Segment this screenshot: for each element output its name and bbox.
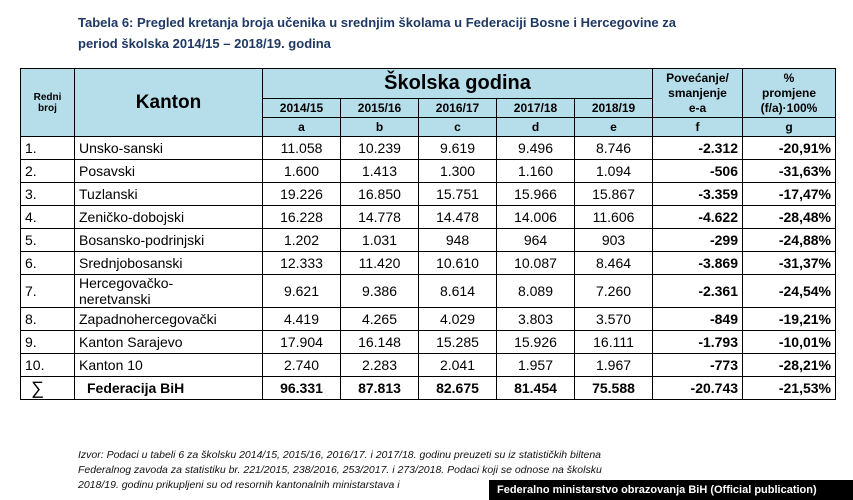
header-year: 2015/16	[341, 99, 419, 118]
row-change: -506	[653, 160, 743, 183]
header-year: 2018/19	[575, 99, 653, 118]
row-value: 15.966	[497, 183, 575, 206]
header-letter: b	[341, 118, 419, 137]
row-value: 8.746	[575, 137, 653, 160]
row-percent: -20,91%	[743, 137, 836, 160]
row-value: 15.926	[497, 331, 575, 354]
header-letter: c	[419, 118, 497, 137]
row-kanton: Kanton 10	[75, 354, 263, 377]
row-value: 17.904	[263, 331, 341, 354]
row-kanton: Zapadnohercegovački	[75, 308, 263, 331]
row-value: 15.751	[419, 183, 497, 206]
table-row	[21, 252, 836, 275]
row-value: 9.621	[263, 275, 341, 308]
row-value: 11.420	[341, 252, 419, 275]
header-redni-broj: Redni broj	[21, 69, 75, 137]
header-letter: f	[653, 118, 743, 137]
row-kanton: Bosansko-podrinjski	[75, 229, 263, 252]
row-number: 1.	[21, 137, 75, 160]
row-value: 11.606	[575, 206, 653, 229]
row-number: 9.	[21, 331, 75, 354]
row-value: 16.111	[575, 331, 653, 354]
table-row	[21, 206, 836, 229]
header-year: 2014/15	[263, 99, 341, 118]
header-letter: a	[263, 118, 341, 137]
header-skolska-godina: Školska godina	[263, 69, 653, 99]
row-value: 1.957	[497, 354, 575, 377]
total-change: -20.743	[653, 377, 743, 400]
table-row	[21, 137, 836, 160]
total-value: 87.813	[341, 377, 419, 400]
table-row	[21, 160, 836, 183]
header-year: 2016/17	[419, 99, 497, 118]
header-letter: e	[575, 118, 653, 137]
row-value: 1.031	[341, 229, 419, 252]
row-value: 4.029	[419, 308, 497, 331]
row-value: 1.202	[263, 229, 341, 252]
table-row	[21, 183, 836, 206]
row-value: 948	[419, 229, 497, 252]
row-number: 7.	[21, 275, 75, 308]
row-number: 8.	[21, 308, 75, 331]
row-value: 8.089	[497, 275, 575, 308]
row-change: -3.869	[653, 252, 743, 275]
table-total-row	[21, 377, 836, 400]
row-value: 8.614	[419, 275, 497, 308]
row-number: 6.	[21, 252, 75, 275]
header-year: 2017/18	[497, 99, 575, 118]
table-caption	[78, 12, 838, 54]
row-kanton: Posavski	[75, 160, 263, 183]
sum-symbol: ∑	[21, 377, 75, 400]
table-row	[21, 308, 836, 331]
row-value: 16.228	[263, 206, 341, 229]
row-change: -2.361	[653, 275, 743, 308]
row-value: 4.265	[341, 308, 419, 331]
source-note-line: 2018/19. godinu prikupljeni su od resornih kantonalnih ministarstava i	[78, 479, 400, 491]
row-value: 2.041	[419, 354, 497, 377]
row-change: -773	[653, 354, 743, 377]
header-povecanje: Povećanje/ smanjenje e-a	[653, 69, 743, 118]
row-value: 7.260	[575, 275, 653, 308]
row-value: 1.600	[263, 160, 341, 183]
row-number: 10.	[21, 354, 75, 377]
row-percent: -31,37%	[743, 252, 836, 275]
row-value: 4.419	[263, 308, 341, 331]
row-number: 3.	[21, 183, 75, 206]
row-percent: -28,48%	[743, 206, 836, 229]
row-kanton: Srednjobosanski	[75, 252, 263, 275]
row-value: 9.496	[497, 137, 575, 160]
source-note-line: Federalnog zavoda za statistiku br. 221/2015, 238/2016, 253/2017. i 273/2018. Podaci koji se odnose na školsku	[78, 464, 602, 476]
header-promjene: % promjene (f/a)·100%	[743, 69, 836, 118]
row-value: 2.283	[341, 354, 419, 377]
row-change: -299	[653, 229, 743, 252]
row-percent: -31,63%	[743, 160, 836, 183]
row-value: 10.239	[341, 137, 419, 160]
row-value: 16.148	[341, 331, 419, 354]
row-value: 14.006	[497, 206, 575, 229]
row-change: -849	[653, 308, 743, 331]
table-row	[21, 354, 836, 377]
caption-line-2: period školska 2014/15 – 2018/19. godina	[78, 36, 331, 51]
row-value: 8.464	[575, 252, 653, 275]
row-value: 10.087	[497, 252, 575, 275]
source-badge: Federalno ministarstvo obrazovanja BiH (Official publication)	[489, 480, 853, 500]
source-note-line: Izvor: Podaci u tabeli 6 za školsku 2014/15, 2015/16, 2016/17. i 2017/18. godinu preuzeti su iz statističkih biltena	[78, 449, 602, 461]
row-value: 14.478	[419, 206, 497, 229]
row-value: 903	[575, 229, 653, 252]
total-value: 96.331	[263, 377, 341, 400]
row-value: 964	[497, 229, 575, 252]
total-percent: -21,53%	[743, 377, 836, 400]
students-table	[20, 68, 836, 400]
row-kanton: Hercegovačko- neretvanski	[75, 275, 263, 308]
row-value: 2.740	[263, 354, 341, 377]
row-number: 4.	[21, 206, 75, 229]
row-kanton: Zeničko-dobojski	[75, 206, 263, 229]
row-value: 12.333	[263, 252, 341, 275]
row-value: 3.570	[575, 308, 653, 331]
row-number: 5.	[21, 229, 75, 252]
row-percent: -17,47%	[743, 183, 836, 206]
row-value: 3.803	[497, 308, 575, 331]
row-value: 16.850	[341, 183, 419, 206]
row-kanton: Kanton Sarajevo	[75, 331, 263, 354]
row-kanton: Unsko-sanski	[75, 137, 263, 160]
row-value: 19.226	[263, 183, 341, 206]
table-row	[21, 229, 836, 252]
table-row	[21, 275, 836, 308]
row-percent: -10,01%	[743, 331, 836, 354]
row-value: 1.300	[419, 160, 497, 183]
row-number: 2.	[21, 160, 75, 183]
row-percent: -24,54%	[743, 275, 836, 308]
table-row	[21, 331, 836, 354]
row-value: 9.386	[341, 275, 419, 308]
row-change: -4.622	[653, 206, 743, 229]
row-value: 14.778	[341, 206, 419, 229]
row-value: 1.413	[341, 160, 419, 183]
row-percent: -19,21%	[743, 308, 836, 331]
row-kanton: Tuzlanski	[75, 183, 263, 206]
row-change: -3.359	[653, 183, 743, 206]
row-value: 1.094	[575, 160, 653, 183]
header-kanton: Kanton	[75, 69, 263, 137]
row-value: 10.610	[419, 252, 497, 275]
row-value: 1.967	[575, 354, 653, 377]
row-value: 11.058	[263, 137, 341, 160]
total-label: Federacija BiH	[75, 377, 263, 400]
row-percent: -28,21%	[743, 354, 836, 377]
total-value: 81.454	[497, 377, 575, 400]
total-value: 82.675	[419, 377, 497, 400]
row-percent: -24,88%	[743, 229, 836, 252]
row-value: 15.285	[419, 331, 497, 354]
total-value: 75.588	[575, 377, 653, 400]
caption-line-1: Tabela 6: Pregled kretanja broja učenika u srednjim školama u Federaciji Bosne i Hercegovine za	[78, 15, 676, 30]
row-value: 15.867	[575, 183, 653, 206]
row-value: 9.619	[419, 137, 497, 160]
row-change: -1.793	[653, 331, 743, 354]
header-letter: g	[743, 118, 836, 137]
row-change: -2.312	[653, 137, 743, 160]
header-letter: d	[497, 118, 575, 137]
row-value: 1.160	[497, 160, 575, 183]
